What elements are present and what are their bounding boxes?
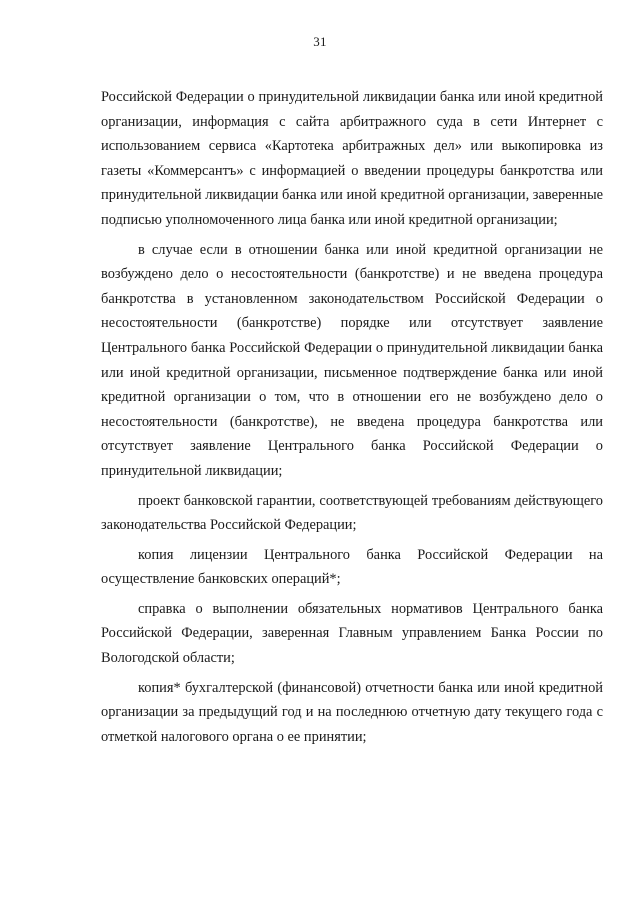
paragraph-continued-liquidation-info: Российской Федерации о принудительной ликвидации банка или иной кредитной организации, информация с сайта арбитражного суда в сети Интернет с использованием сервиса «Картотека арбитражных дел» или выкопировка из газеты «Коммерсантъ» с информацией о введении процедуры банкротства или принудительной ликвидации банка или иной кредитной организации, заверенные подписью уполномоченного лица банка или иной кредитной организации; <box>101 89 603 228</box>
paragraph-mandatory-ratios-certificate: справка о выполнении обязательных нормативов Центрального банка Российской Федерации, заверенная Главным управлением Банка России по Вологодской области; <box>101 600 603 667</box>
paragraph-no-bankruptcy-confirmation: в случае если в отношении банка или иной кредитной организации не возбуждено дело о несостоятельности (банкротстве) и не введена процедура банкротства в установленном законодательством Российской Федерации о несостоятельности (банкротстве) порядке или отсутствует заявление Центрального банка Российской Федерации о принудительной ликвидации банка или иной кредитной организации, письменное подтверждение банка или иной кредитной организации о том, что в отношении его не возбуждено дело о несостоятельности (банкротстве), не введена процедура банкротства или отсутствует заявление Центрального банка Российской Федерации о принудительной ликвидации; <box>101 241 603 479</box>
paragraph-license-copy: копия лицензии Центрального банка Российской Федерации на осуществление банковских операций*; <box>101 546 603 588</box>
paragraph-guarantee-draft: проект банковской гарантии, соответствующей требованиям действующего законодательства Российской Федерации; <box>101 492 603 534</box>
page-number: 31 <box>313 34 327 49</box>
document-body <box>101 85 603 754</box>
paragraph-financial-statements-copy: копия* бухгалтерской (финансовой) отчетности банка или иной кредитной организации за предыдущий год и на последнюю отчетную дату текущего года с отметкой налогового органа о ее принятии; <box>101 679 603 745</box>
